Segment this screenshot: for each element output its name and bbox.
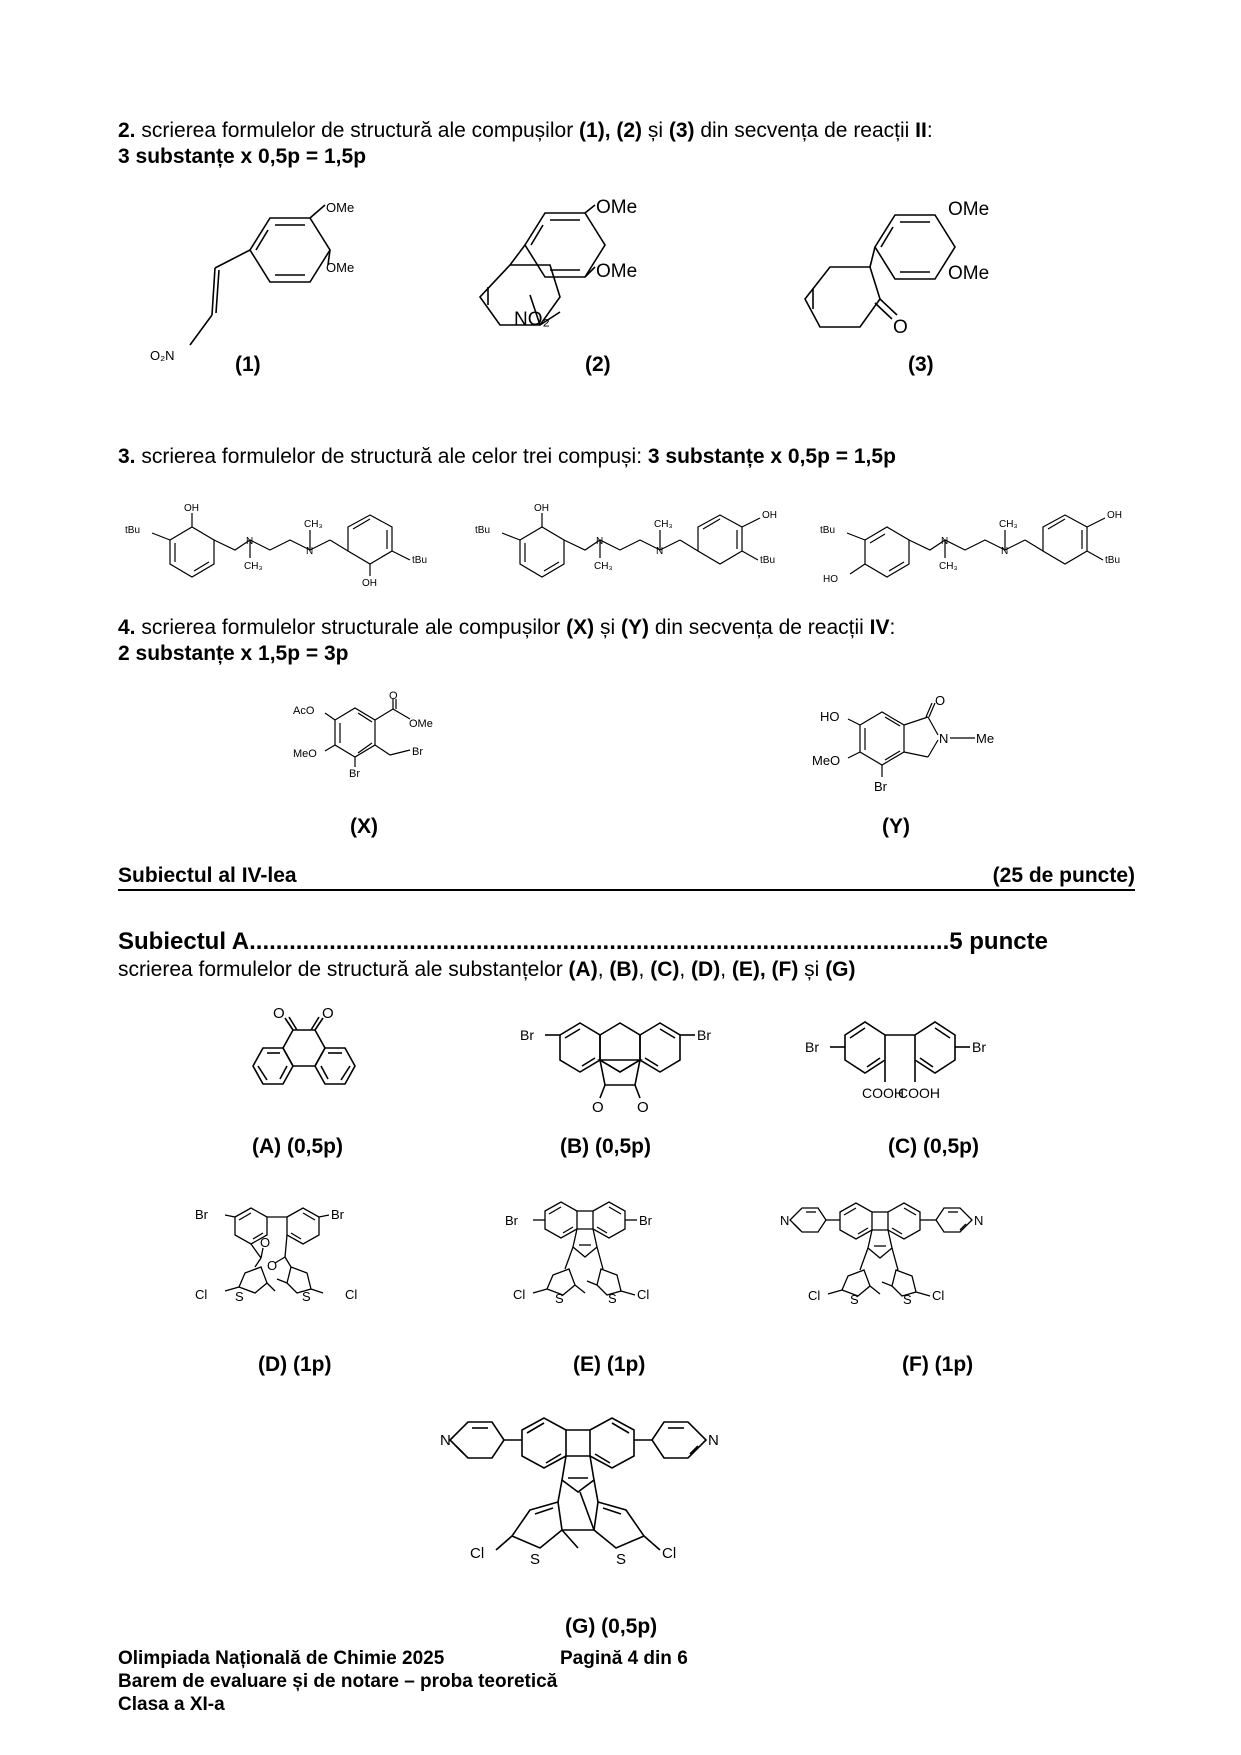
methoxy-label: MeO (293, 748, 317, 760)
bromo-label: Br (195, 1207, 208, 1222)
tbu-label: tBu (820, 525, 836, 536)
ch3-label: CH₃ (304, 519, 323, 530)
oh-label: OH (184, 503, 199, 514)
oxygen-label: O (389, 690, 398, 702)
oh-label: OH (534, 503, 549, 514)
q4-score: 2 substanțe x 1,5p = 3p (118, 642, 349, 665)
sulfur-label: S (616, 1551, 627, 1568)
bromo-label: Br (520, 1027, 534, 1043)
structure-compound-2 (480, 195, 720, 355)
footer-subtitle: Barem de evaluare și de notare – proba teoretică (118, 1671, 558, 1692)
chloro-label: Cl (513, 1287, 526, 1302)
n-label: N (306, 546, 314, 557)
n-label: N (440, 1432, 451, 1449)
section-title: Subiectul al IV-lea (118, 864, 297, 887)
structure-compound-y (810, 695, 1000, 805)
structure-compound-b (500, 1005, 740, 1120)
o2n-label: O₂N (150, 348, 175, 363)
label-f: (F) (1p) (902, 1353, 974, 1376)
bromo-label: Br (412, 746, 423, 758)
carboxyl-label: COOH (898, 1085, 940, 1101)
oxygen-label: O (637, 1099, 649, 1116)
chloro-label: Cl (662, 1545, 677, 1562)
ch3-label: CH₃ (244, 561, 263, 572)
sulfur-label: S (235, 1289, 244, 1304)
footer-title: Olimpiada Națională de Chimie 2025 (118, 1648, 445, 1669)
n-label: N (246, 536, 254, 547)
structure-q3-compound-3 (815, 500, 1145, 595)
structure-compound-a (225, 1005, 385, 1125)
ome-label: OMe (596, 197, 638, 218)
label-3: (3) (908, 353, 934, 376)
chloro-label: Cl (808, 1288, 821, 1303)
oxygen-label: O (322, 1005, 334, 1022)
acetoxy-label: AcO (293, 705, 315, 717)
page-number: Pagină 4 din 6 (560, 1648, 688, 1669)
label-e: (E) (1p) (573, 1353, 646, 1376)
ome-label: OMe (948, 263, 990, 284)
ho-label: HO (820, 709, 840, 724)
n-label: N (656, 546, 664, 557)
label-c: (C) (0,5p) (888, 1135, 979, 1158)
oxygen-label: O (273, 1005, 285, 1022)
structure-compound-1 (150, 200, 390, 380)
structure-compound-e (505, 1195, 735, 1335)
n-label: N (780, 1213, 790, 1228)
section-points: (25 de puncte) (992, 864, 1135, 887)
ome-label: OMe (326, 260, 355, 275)
sulfur-label: S (608, 1291, 617, 1306)
chloro-label: Cl (195, 1287, 208, 1302)
n-label: N (974, 1213, 984, 1228)
sulfur-label: S (903, 1292, 912, 1307)
oxygen-label: O (260, 1235, 271, 1250)
subject-a-text: scrierea formulelor de structură ale substanțelor (A), (B), (C), (D), (E), (F) și (G) (118, 958, 856, 981)
bromo-label: Br (874, 779, 887, 794)
sulfur-label: S (555, 1291, 564, 1306)
label-a: (A) (0,5p) (252, 1135, 343, 1158)
bromo-label: Br (972, 1039, 986, 1055)
n-label: N (596, 536, 604, 547)
ome-label: OMe (326, 200, 355, 215)
label-g: (G) (0,5p) (565, 1615, 658, 1638)
tbu-label: tBu (475, 525, 491, 536)
ome-label: OMe (596, 261, 638, 282)
n-label: N (939, 731, 949, 746)
q2-score: 3 substanțe x 0,5p = 1,5p (118, 145, 367, 168)
n-label: N (1001, 546, 1009, 557)
chloro-label: Cl (637, 1287, 650, 1302)
methoxy-label: MeO (812, 753, 841, 768)
bromo-label: Br (505, 1213, 518, 1228)
structure-compound-3 (805, 197, 1045, 357)
oxygen-label: O (267, 1258, 278, 1273)
chloro-label: Cl (470, 1545, 485, 1562)
structure-compound-g (440, 1400, 820, 1615)
bromo-label: Br (349, 768, 360, 780)
oh-label: OH (762, 510, 777, 521)
tbu-label: tBu (1105, 555, 1121, 566)
structure-compound-f (780, 1190, 1100, 1335)
ho-label: HO (823, 574, 838, 585)
methyl-label: Me (976, 731, 995, 746)
ch3-label: CH₃ (654, 519, 673, 530)
label-x: (X) (350, 815, 378, 838)
ch3-label: CH₃ (999, 519, 1018, 530)
chloro-label: Cl (345, 1287, 358, 1302)
carboxyl-label: COOH (862, 1085, 904, 1101)
structure-compound-x (290, 690, 460, 795)
oh-label: OH (362, 578, 377, 589)
oxygen-label: O (592, 1099, 604, 1116)
ch3-label: CH₃ (594, 561, 613, 572)
ome-label: OMe (948, 199, 990, 220)
label-d: (D) (1p) (258, 1353, 332, 1376)
oxygen-label: O (893, 317, 908, 338)
ome-label: OMe (409, 718, 433, 730)
structure-q3-compound-2 (470, 500, 800, 595)
q2-text: 2. scrierea formulelor de structură ale compușilor (1), (2) și (3) din secvența de reacții II: (118, 119, 933, 142)
label-y: (Y) (882, 815, 910, 838)
sulfur-label: S (302, 1289, 311, 1304)
bromo-label: Br (639, 1213, 652, 1228)
subject-a-title: Subiectul A.........................................................................................................5 puncte (118, 928, 1048, 955)
sulfur-label: S (530, 1551, 541, 1568)
oxygen-label: O (935, 693, 946, 708)
structure-compound-c (790, 1000, 1070, 1120)
structure-compound-d (195, 1195, 405, 1335)
oh-label: OH (1107, 510, 1122, 521)
chloro-label: Cl (932, 1288, 945, 1303)
bromo-label: Br (331, 1207, 344, 1222)
label-1: (1) (235, 353, 261, 376)
section-divider (118, 889, 1135, 891)
bromo-label: Br (697, 1027, 711, 1043)
label-2: (2) (585, 353, 611, 376)
tbu-label: tBu (412, 555, 428, 566)
label-b: (B) (0,5p) (560, 1135, 651, 1158)
no2-label: NO₂ (514, 309, 550, 330)
tbu-label: tBu (760, 555, 776, 566)
q4-text: 4. scrierea formulelor structurale ale compușilor (X) și (Y) din secvența de reacții IV: (118, 616, 896, 639)
structure-q3-compound-1 (120, 500, 460, 595)
bromo-label: Br (805, 1039, 819, 1055)
q3-text: 3. scrierea formulelor de structură ale celor trei compuși: 3 substanțe x 0,5p = 1,5p (118, 445, 896, 468)
ch3-label: CH₃ (939, 561, 958, 572)
tbu-label: tBu (125, 525, 141, 536)
footer-class: Clasa a XI-a (118, 1694, 225, 1715)
n-label: N (708, 1432, 719, 1449)
sulfur-label: S (850, 1292, 859, 1307)
n-label: N (941, 536, 949, 547)
